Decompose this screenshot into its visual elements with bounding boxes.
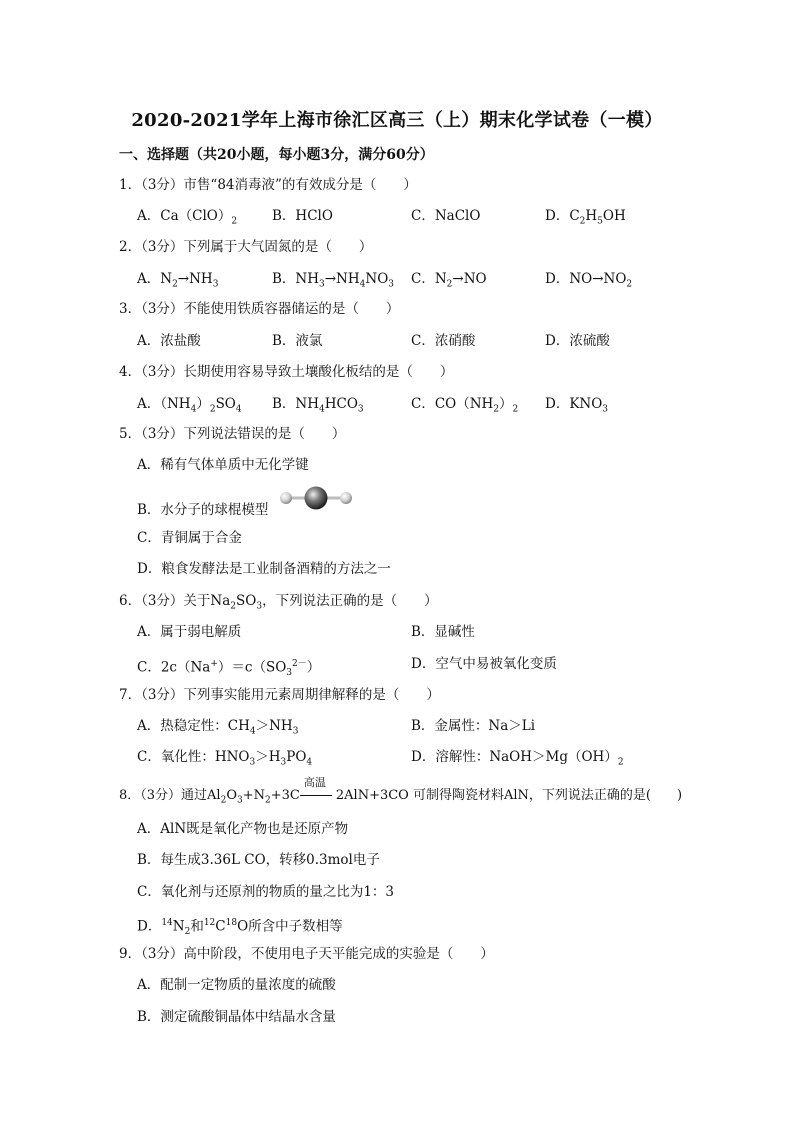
question-2-stem: 2．（3分）下列属于大气固氮的是（ ） <box>119 239 373 255</box>
question-7-option-c[interactable]: C．氧化性：$HNO_3>H_3PO_4$ <box>137 749 313 768</box>
question-5-option-b[interactable]: B．水分子的球棍模型 <box>137 502 269 518</box>
question-6-option-d[interactable]: D．空气中易被氧化变质 <box>411 656 557 672</box>
question-6-stem: 6．（3分）关于$Na_2SO_3$，下列说法正确的是（ ） <box>119 593 438 612</box>
question-3-option-a[interactable]: A．浓盐酸 <box>137 333 201 349</box>
question-8-option-a[interactable]: A．AlN既是氧化产物也是还原产物 <box>137 821 349 837</box>
question-3-stem: 3．（3分）不能使用铁质容器储运的是（ ） <box>119 301 400 317</box>
question-2-option-a[interactable]: A．$N_2\to NH_3$ <box>137 271 219 290</box>
question-8-option-d[interactable]: D．$^{14}N_2$和$^{12}C^{18}O$所含中子数相等 <box>137 918 343 938</box>
question-1-option-a[interactable]: A．$Ca(ClO)_2$ <box>137 208 238 227</box>
question-1-option-c[interactable]: C．NaClO <box>411 208 481 224</box>
question-7-stem: 7．（3分）下列事实能用元素周期律解释的是（ ） <box>119 687 440 703</box>
water-ball-stick-model-image <box>278 485 354 511</box>
question-9-stem: 9．（3分）高中阶段，不使用电子天平能完成的实验是（ ） <box>119 946 494 962</box>
question-9-option-a[interactable]: A．配制一定物质的量浓度的硫酸 <box>137 977 336 993</box>
section-heading: 一、选择题（共20小题，每小题3分，满分60分） <box>119 147 434 163</box>
question-3-option-c[interactable]: C．浓硝酸 <box>411 333 476 349</box>
question-5-option-d[interactable]: D．粮食发酵法是工业制备酒精的方法之一 <box>137 561 391 577</box>
question-8-stem: 8．（3分）通过$Al_2O_3+N_2+3C$ 高温 2AlN+3CO 可制得陶瓷材料AlN，下列说法正确的是( ) <box>119 776 683 806</box>
question-2-option-b[interactable]: B．$NH_3\to NH_4NO_3$ <box>272 271 395 290</box>
question-6-option-b[interactable]: B．显碱性 <box>411 624 475 640</box>
question-1-option-d[interactable]: D．$C_2H_5OH$ <box>545 208 626 227</box>
question-4-option-b[interactable]: B．$NH_4HCO_3$ <box>272 396 364 415</box>
question-2-option-c[interactable]: C．$N_2\to NO$ <box>411 271 487 290</box>
question-8-option-c[interactable]: C．氧化剂与还原剂的物质的量之比为1：3 <box>137 884 395 900</box>
exam-title: 2020-2021学年上海市徐汇区高三（上）期末化学试卷（一模） <box>131 110 663 131</box>
question-7-option-a[interactable]: A．热稳定性：$CH_4>NH_3$ <box>137 718 299 737</box>
reaction-condition-arrow: 高温 <box>300 787 336 805</box>
question-4-option-a[interactable]: A．$(NH_4)_2SO_4$ <box>137 396 242 415</box>
question-6-option-a[interactable]: A．属于弱电解质 <box>137 624 242 640</box>
question-3-option-b[interactable]: B．液氯 <box>272 333 323 349</box>
question-4-option-d[interactable]: D．$KNO_3$ <box>545 396 609 415</box>
question-5-option-c[interactable]: C．青铜属于合金 <box>137 530 242 546</box>
question-3-option-d[interactable]: D．浓硫酸 <box>545 333 610 349</box>
question-4-option-c[interactable]: C．$CO(NH_2)_2$ <box>411 396 519 415</box>
question-8-option-b[interactable]: B．每生成3.36L CO，转移0.3mol电子 <box>137 852 380 868</box>
question-2-option-d[interactable]: D．$NO\to NO_2$ <box>545 271 633 290</box>
question-7-option-b[interactable]: B．金属性：Na＞Li <box>411 718 536 734</box>
question-9-option-b[interactable]: B．测定硫酸铜晶体中结晶水含量 <box>137 1009 336 1025</box>
question-1-option-b[interactable]: B．HClO <box>272 208 333 224</box>
question-5-option-a[interactable]: A．稀有气体单质中无化学键 <box>137 457 309 473</box>
question-6-option-c[interactable]: C．$2c(Na^+)=c(SO_3^{2-})$ <box>137 659 321 679</box>
question-5-stem: 5．（3分）下列说法错误的是（ ） <box>119 426 346 442</box>
question-1-stem: 1．（3分）市售“84消毒液”的有效成分是（ ） <box>119 177 417 193</box>
question-7-option-d[interactable]: D．溶解性：$NaOH>Mg(OH)_2$ <box>411 749 624 768</box>
question-4-stem: 4．（3分）长期使用容易导致土壤酸化板结的是（ ） <box>119 364 454 380</box>
